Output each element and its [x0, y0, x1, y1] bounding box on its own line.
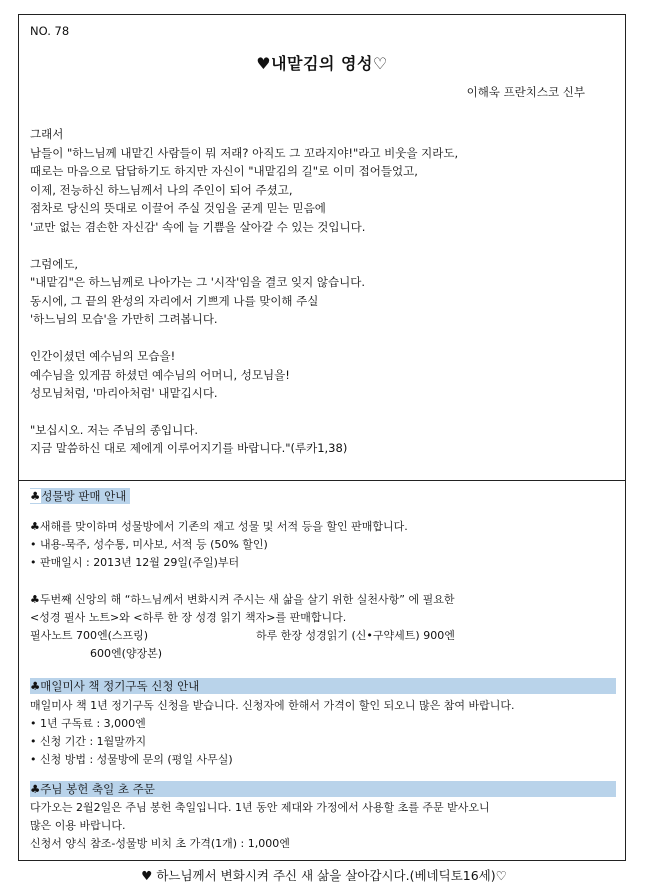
- store-heading: [30, 488, 130, 504]
- sale-title: ♣새해를 맞이하며 성물방에서 기존의 재고 성물 및 서적 등을 할인 판매합니다.: [30, 520, 408, 533]
- text-line: "보십시오. 저는 주님의 종입니다.: [30, 422, 198, 437]
- list-item: • 1년 구독료 : 3,000엔: [30, 717, 146, 730]
- list-item: • 신청 방법 : 성물방에 문의 (평일 사무실): [30, 753, 233, 766]
- price-notebook: 필사노트 700엔(스프링): [30, 629, 149, 642]
- text-line: 그래서: [30, 127, 64, 141]
- candle-line: 많은 이용 바랍니다.: [30, 819, 126, 832]
- text-line: '하느님의 모습'을 가만히 그려봅니다.: [30, 312, 218, 327]
- text-line: 그럼에도,: [30, 256, 79, 271]
- list-item: • 내용-묵주, 성수통, 미사보, 서적 등 (50% 할인): [30, 538, 268, 551]
- list-item: • 신청 기간 : 1월말까지: [30, 735, 147, 748]
- text-line: 때로는 마음으로 답답하기도 하지만 자신이 "내맡김의 길"로 이미 접어들었고,: [30, 164, 418, 179]
- books-title: ♣두번째 신앙의 해 “하느님께서 변화시켜 주시는 새 삶을 살기 위한 실천사항” 에 필요한: [30, 593, 455, 606]
- text-line: "내맡김"은 하느님께로 나아가는 그 '시작'임을 결코 잊지 않습니다.: [30, 275, 365, 290]
- books-line: <성경 필사 노트>와 <하루 한 장 성경 읽기 책자>를 판매합니다.: [30, 611, 347, 624]
- list-item: • 판매일시 : 2013년 12월 29일(주일)부터: [30, 556, 240, 569]
- page-title: ♥내맡김의 영성♡: [256, 54, 388, 73]
- text-line: 지금 말씀하신 대로 제에게 이루어지기를 바랍니다."(루카1,38): [30, 441, 348, 456]
- text-line: 점차로 당신의 뜻대로 이끌어 주실 것임을 굳게 믿는 믿음에: [30, 201, 326, 216]
- text-line: '교만 없는 겸손한 자신감' 속에 늘 기쁨을 살아갈 수 있는 것입니다.: [30, 219, 366, 234]
- author: 이해욱 프란치스코 신부: [466, 85, 585, 99]
- issue-number: NO. 78: [30, 24, 70, 38]
- section-divider: [19, 480, 625, 481]
- text-line: 인간이셨던 예수님의 모습을!: [30, 348, 176, 363]
- text-line: 예수님을 있게끔 하셨던 예수님의 어머니, 성모님을!: [30, 367, 290, 382]
- text-line: 동시에, 그 끝의 완성의 자리에서 기쁘게 나를 맞이해 주실: [30, 293, 319, 308]
- price-daily-reading: 하루 한장 성경읽기 (신•구약세트) 900엔: [256, 629, 455, 642]
- reflection-text: [30, 125, 458, 458]
- subscription-heading: ♣매일미사 책 정기구독 신청 안내: [30, 678, 616, 694]
- text-line: 이제, 전능하신 하느님께서 나의 주인이 되어 주셨고,: [30, 182, 293, 197]
- footer-quote: ♥ 하느님께서 변화시켜 주신 새 삶을 살아갑시다.(베네딕토16세)♡: [141, 868, 507, 883]
- bulletin-frame: [18, 14, 626, 861]
- club-icon: ♣: [30, 489, 41, 503]
- subscription-text: 매일미사 책 1년 정기구독 신청을 받습니다. 신청자에 한해서 가격이 할인 되오니 많은 참여 바랍니다.: [30, 699, 515, 712]
- price-hardcover: 600엔(양장본): [90, 647, 163, 660]
- text-line: 남들이 "하느님께 내맡긴 사람들이 뭐 저래? 아직도 그 꼬라지야!"라고 비웃을 지라도,: [30, 145, 459, 160]
- store-heading-label: 성물방 판매 안내: [41, 489, 127, 503]
- candle-line: 신청서 양식 참조-성물방 비치 초 가격(1개) : 1,000엔: [30, 837, 290, 850]
- candle-line: 다가오는 2월2일은 주님 봉헌 축일입니다. 1년 동안 제대와 가정에서 사용할 초를 주문 받사오니: [30, 801, 490, 814]
- candle-heading: ♣주님 봉헌 축일 초 주문: [30, 781, 616, 797]
- text-line: 성모님처럼, '마리아처럼' 내맡깁시다.: [30, 386, 218, 401]
